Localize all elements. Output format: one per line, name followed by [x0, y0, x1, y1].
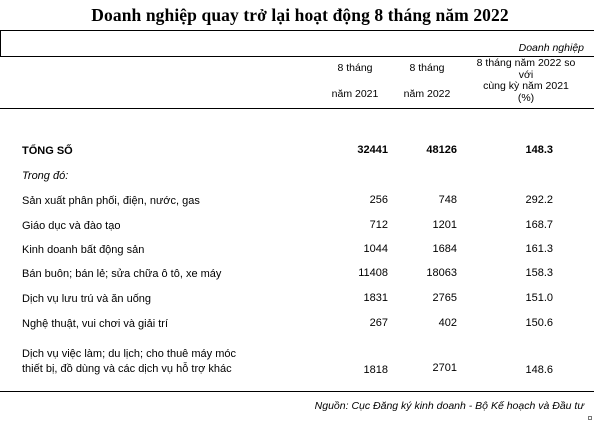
row-2022: 18063: [426, 267, 457, 279]
row-2021: 1831: [363, 292, 388, 304]
row-2022: 748: [438, 194, 457, 206]
row-label: Dịch vụ lưu trú và ăn uống: [22, 293, 152, 305]
col-header-2021-line2: năm 2021: [331, 88, 379, 100]
row-pct: 168.7: [525, 219, 553, 231]
col-header-pct-line4: (%): [517, 91, 535, 104]
total-pct: 148.3: [525, 144, 553, 156]
col-header-2021-line1: 8 tháng: [337, 62, 373, 74]
row-label: Bán buôn; bán lẻ; sửa chữa ô tô, xe máy: [22, 268, 222, 280]
col-header-pct-line2: với: [518, 68, 534, 81]
row-label-line2: thiết bị, đồ dùng và các dịch vụ hỗ trợ khác: [22, 363, 232, 375]
bottom-rule: [0, 391, 594, 392]
row-pct: 148.6: [525, 364, 553, 376]
row-label: Giáo dục và đào tạo: [22, 220, 121, 232]
total-2021: 32441: [357, 144, 388, 156]
row-pct: 150.6: [525, 317, 553, 329]
row-2022: 2701: [432, 362, 457, 374]
row-2021: 1044: [363, 243, 388, 255]
table-title: Doanh nghiệp quay trở lại hoạt động 8 tháng năm 2022: [91, 5, 509, 25]
row-2021: 712: [369, 219, 388, 231]
row-2022: 402: [438, 317, 457, 329]
row-2021: 11408: [358, 267, 388, 279]
row-label-multiline: [22, 347, 236, 377]
col-header-2022-line2: năm 2022: [403, 88, 451, 100]
row-label: Kinh doanh bất động sản: [22, 244, 145, 256]
col-header-pct-line3: cùng kỳ năm 2021: [483, 80, 569, 92]
row-label: Nghệ thuật, vui chơi và giải trí: [22, 318, 169, 330]
unit-label: Doanh nghiệp: [518, 42, 584, 54]
row-2021: 1818: [363, 364, 388, 376]
subheading: Trong đó:: [22, 170, 69, 182]
row-2022: 1684: [432, 243, 457, 255]
row-2022: 1201: [432, 219, 457, 231]
row-2021: 256: [369, 194, 388, 206]
row-pct: 161.3: [525, 243, 553, 255]
col-header-2022-line1: 8 tháng: [409, 62, 445, 74]
header-bottom-rule: [0, 108, 594, 109]
total-2022: 48126: [426, 144, 457, 156]
col-header-pct: [467, 58, 585, 104]
small-square-marker: [588, 416, 592, 420]
total-label: TỔNG SỐ: [22, 145, 73, 157]
row-label-line1: Dịch vụ việc làm; du lịch; cho thuê máy móc: [22, 348, 236, 360]
header-left-border: [0, 30, 1, 56]
top-rule: [0, 30, 594, 31]
row-pct: 151.0: [525, 292, 553, 304]
row-2022: 2765: [432, 292, 457, 304]
row-2021: 267: [369, 317, 388, 329]
row-pct: 158.3: [525, 267, 553, 279]
row-pct: 292.2: [525, 194, 553, 206]
row-label: Sản xuất phân phối, điện, nước, gas: [22, 195, 200, 207]
source-note: Nguồn: Cục Đăng ký kinh doanh - Bộ Kế hoạch và Đầu tư: [314, 400, 584, 412]
col-header-pct-line1: 8 tháng năm 2022 so: [476, 57, 576, 69]
